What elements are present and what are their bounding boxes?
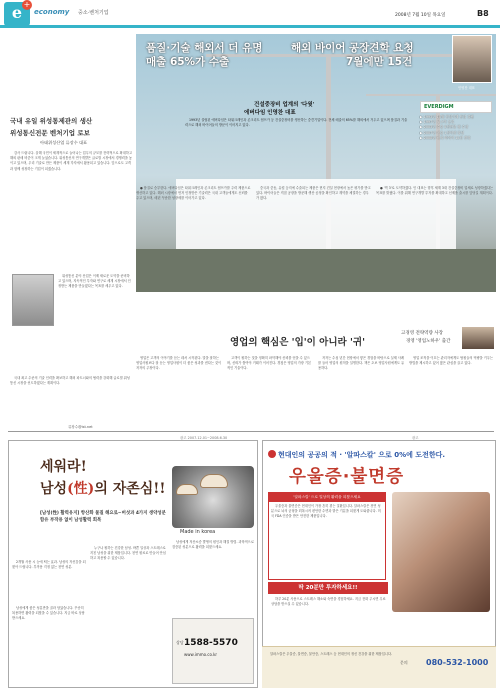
- feature-title-2: 매출 65%가 수출: [146, 56, 230, 68]
- left-article-photo: [12, 274, 54, 326]
- article-byline-2: 경영 '영업노하우' 출간: [406, 339, 451, 344]
- left-article-headline: 국내 유일 위성통제관의 생산: [10, 117, 93, 125]
- feature-box-headline: 건설중장비 업계의 '다윗': [254, 102, 315, 108]
- feature-box-headline-2: 에버다임 인영찬 대표: [244, 110, 296, 116]
- logo-plus-icon: +: [23, 0, 31, 9]
- ad-left-headline-part-2: 의 자존심!!: [94, 481, 166, 497]
- ad-left-phone[interactable]: 1588-5570: [184, 638, 238, 648]
- page-number: B8: [477, 9, 489, 18]
- feature-title: 품질·기술 해외서 더 유명: [146, 42, 263, 54]
- article-headline: 영업의 핵심은 '입'이 아니라 '귀': [230, 337, 365, 348]
- ad-left-phone-label: 상담: [176, 640, 184, 645]
- company-fact: ▶ 2008년 해외 바이어 15건 견학: [420, 135, 471, 140]
- feature-body-col-1: ● 품질로 승부한다. 에버다임은 타워크레인과 콘크리트 펌프카를 주력 제품으로 생산하고 있다. 해외 시장에서 먼저 인정받은 기술력은 국내 고객들에게도 신뢰를 주고 있으며, 매년 꾸준한 성장세를 이어가고 있다.: [136, 186, 251, 201]
- mushroom-icon: [200, 474, 228, 488]
- ad-left-copy-2: 남성에게 좋은 성분만을 골라 담았습니다. 꾸준히 복용하면 활력을 되찾을 수 있습니다. 지금 바로 상담 받으세요.: [12, 606, 85, 621]
- ad-left-made-in: Made in korea: [180, 529, 216, 535]
- ad-right-logo-icon: [268, 450, 276, 458]
- section-subtitle: 중소·벤처기업: [78, 10, 109, 16]
- feature-title-4: 7월에만 15건: [346, 56, 413, 68]
- left-article-email[interactable]: 류장수@ist.net: [68, 425, 93, 429]
- ad-right-info-heading: '알파스칼' 으로 일상의 활력을 되찾으세요: [268, 492, 386, 502]
- ad-right-model-photo: [392, 492, 490, 612]
- mushroom-icon: [176, 484, 198, 495]
- ad-left-pitch: [남성(性) 활력유지] 항산화 물질 해요로~버섯과 4가지 생약성분 함유 부작용 없이 남성활력 회복: [40, 511, 166, 523]
- ad-tag-left: 광고 2007.12.01~2008.6.30: [180, 436, 228, 440]
- feature-title-3: 해외 바이어 공장견학 요청: [291, 42, 414, 54]
- header-rule: [0, 25, 500, 28]
- ad-left-headline-2: [40, 478, 166, 498]
- section-divider: [8, 431, 494, 432]
- ad-left-url[interactable]: www.immo.co.kr: [184, 652, 218, 657]
- ad-left-headline-accent: (性): [67, 481, 95, 497]
- ceo-photo: [452, 35, 492, 83]
- section-logo: e: [4, 2, 30, 26]
- feature-body-col-2: 중국과 중동, 유럽 등지에 수출되는 제품은 현지 건설 현장에서 높은 평가를 받고 있다. 바이어들은 직접 공장을 방문해 생산 공정을 확인하고 계약을 체결하는 경우가 많다.: [256, 186, 371, 201]
- ad-left-headline-part: 남성: [40, 481, 68, 497]
- feature-box-text: 1993년 설립된 에버다임은 타워크레인과 콘크리트 펌프카 등 건설중장비를 생산하는 중견기업이다. 전체 매출의 65%를 해외에서 거두고 있으며 품질과 기술력으로 해외 바이어들의 방문이 이어지고 있다.: [185, 118, 408, 128]
- company-fact: ▶ 2007년 매출 1천억원 달성: [420, 130, 464, 135]
- ad-right-info-text: 우울증과 불면증은 현대인이 가장 흔히 겪는 질환입니다. 알파스칼은 천연 성분으로 뇌의 균형을 회복시켜 편안한 수면과 밝은 기분을 되찾게 도와줍니다. 미국 FDA 인증을 받은 안전한 제품입니다.: [271, 504, 381, 519]
- ad-tag-right: 광고: [412, 436, 419, 440]
- article-col-3: 저자는 수십 년간 현장에서 쌓은 경험을 바탕으로 실제 사례를 들어 영업의 원칙을 설명한다. 책은 초보 영업사원에게도 유용하다.: [318, 356, 405, 371]
- company-facts: [420, 115, 494, 175]
- company-fact: ▶ 2003년 수출 5천만불 탑 수상: [420, 125, 469, 130]
- company-fact: ▶ 1997년 코스닥 등록: [420, 120, 455, 125]
- article-col-1: 영업은 고객의 이야기를 듣는 데서 시작된다. 말을 잘하는 영업사원보다 잘 듣는 영업사원이 더 좋은 성과를 낸다는 것이 저자의 주장이다.: [136, 356, 222, 371]
- ad-left-copy-4: 남성에게 저산소증 발생의 원인과 해결 방법. 과학적으로 검증된 성분으로 활력을 되찾으세요.: [172, 540, 254, 550]
- company-fact: ▶ 1993년 10월 건설기계 산업 설립: [420, 115, 474, 119]
- ad-right-footer-note: 알파스칼은 우울증, 불면증, 불안증, 스트레스 등 현대인의 정신 건강을 위한 제품입니다.: [270, 652, 392, 656]
- ad-right-headline-2: 우울증·불면증: [289, 467, 405, 487]
- ad-left-headline: 세워라!: [40, 459, 87, 475]
- article-col-2: 고객이 원하는 것을 정확히 파악해야 신뢰를 얻을 수 있으며, 신뢰가 쌓여야 거래가 이어진다. 경청은 영업의 가장 기본적인 기술이다.: [227, 356, 312, 371]
- feature-body-col-3: ● '빅 3'로 도약하겠다. 인 대표는 향후 세계 3대 건설중장비 업체로 성장하겠다는 목표를 밝혔다. 이를 위해 연구개발 투자를 확대하고 신제품 출시를 앞당길 계획이다.: [376, 186, 494, 196]
- ad-left-contact-box: [172, 618, 254, 684]
- left-article-body-2: 위성통신 분야 산업은 이제 새로운 도약을 준비하고 있으며, 지속적인 투자와 연구로 세계 시장에서 인정받는 제품을 만들겠다는 목표를 세우고 있다.: [58, 274, 131, 289]
- ad-right-promo-bar: 딱 20분만 투자하세요!!: [268, 582, 388, 594]
- ad-right-headline: 현대인의 공공의 적 · '알파스칼' 으로 0%에 도전한다.: [278, 451, 446, 459]
- ad-right-promo-text: 하루 20분 사용으로 스트레스 해소와 숙면을 경험하세요. 지금 전화 주시면 무료 상담을 받으실 수 있습니다.: [271, 597, 386, 607]
- ad-right-phone-label: 문의: [400, 660, 408, 665]
- ad-left-copy-3: 누구나 원하는 건강한 남성. 바쁜 일상과 스트레스로 지친 남성을 위한 제품입니다. 천연 원료로 만들어 안심하고 복용할 수 있습니다.: [90, 546, 166, 561]
- ad-right-phone[interactable]: 080-532-1000: [426, 658, 489, 667]
- left-article-body: 감사 드림니다. 올해 국민이 세계적으로 늘어나는 업무의 규모를 전략적으로 확대하고 해외 판매 비중이 크게 늘었습니다. 위성통신의 연구개발은 글로벌 시장에서 경쟁력을 높이고 있으며, 우리 기술로 만든 제품이 세계 각지에서 활용되고 있습니다. 앞으로도 고객과 함께 성장하는 기업이 되겠습니다.: [10, 151, 132, 171]
- company-logo: EVERDIGM: [420, 101, 492, 113]
- ad-left-copy-1: 2개월 사용 시 눈에 띄는 효과. 남성의 자신감을 되찾아 드립니다. 부작용 걱정 없는 천연 성분.: [12, 560, 86, 570]
- ceo-caption: 인영찬 대표: [458, 86, 475, 90]
- section-name: economy: [34, 8, 70, 16]
- article-col-4: 영업 조직을 이끄는 관리자에게도 팀원들의 역량을 키우는 방법을 제시하고 있어 많은 관심을 끌고 있다.: [409, 356, 493, 366]
- left-article-headline-2: 위성통신전문 벤처기업 로보: [10, 129, 90, 137]
- left-article-body-3: 국내 최고 수준의 기술 인력을 확보하고 해외 파트너와의 협력을 강화해 글로벌 위성통신 시장을 선도하겠다는 계획이다.: [10, 376, 130, 386]
- left-article-author: 아태위성산업 류장수 대표: [40, 140, 88, 145]
- issue-date: 2008년 7월 10일 목요일: [395, 13, 446, 18]
- crane-jib-2: [366, 94, 496, 96]
- article-byline: 고경영 전략역량 사장: [401, 331, 443, 336]
- article-author-photo: [462, 327, 494, 349]
